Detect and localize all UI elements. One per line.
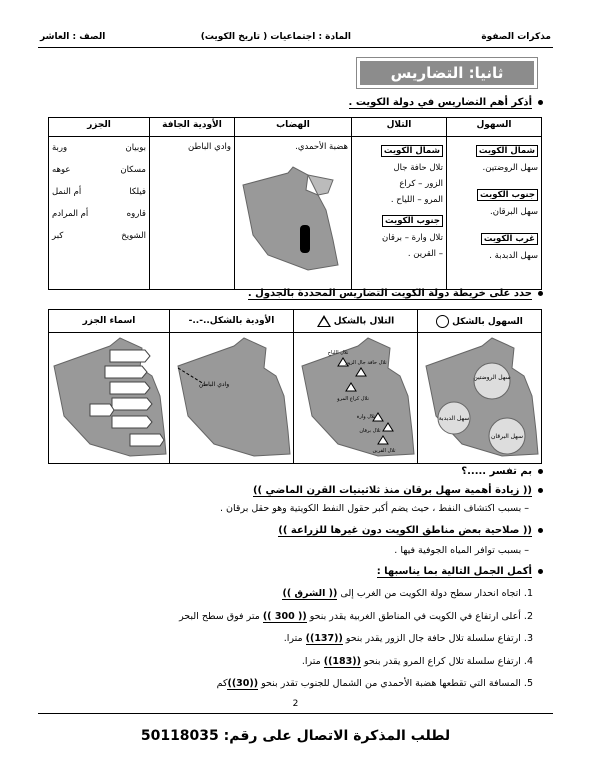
map-col-valleys: الأودية بالشكل..-..- (170, 310, 294, 333)
col-valleys: الأودية الجافة (150, 118, 235, 137)
island-row: الشويخ كبر (52, 231, 146, 241)
col-hills: التلال (352, 118, 447, 137)
header-divider (38, 47, 553, 48)
question-4: أكمل الجمل التالية بما يناسبها : (377, 566, 543, 577)
plain-label: سهل الروضتين (473, 373, 511, 381)
hill-label: تلال كراع المرو (337, 395, 369, 402)
plateau-name: هضبة الأحمدي. (295, 142, 348, 152)
hills-map (298, 336, 416, 458)
explain-1-title: (( زيادة أهمية سهل برقان منذ ثلاثينيات القرن الماضي )) (253, 485, 543, 496)
hill-label: تلال حافة جال الزور (345, 359, 387, 366)
triangle-symbol-icon (317, 315, 331, 327)
plateau-map (238, 165, 342, 275)
island-row: فيلكا أم النمل (52, 187, 146, 197)
hill-label: تلال وارة (356, 413, 376, 420)
plains-map-cell (418, 333, 542, 464)
header-subject: المادة : اجتماعيات ( تاريخ الكويت) (200, 32, 351, 42)
explain-2-title: (( صلاحية بعض مناطق الكويت دون غيرها للزراعة )) (278, 525, 543, 536)
island-row: بوبيان وربة (52, 143, 146, 153)
islands-map-cell (49, 333, 170, 464)
hill-label: تلال برقان (359, 427, 381, 434)
map-col-islands: اسماء الجزر (49, 310, 170, 333)
plains-cell: شمال الكويت سهل الروضتين. جنوب الكويت سهل البرقان. غرب الكويت سهل الدبدبة . (447, 137, 542, 290)
terrain-table (48, 117, 542, 290)
plateau-marker (300, 225, 310, 253)
valleys-map-cell (170, 333, 294, 464)
valleys-map (174, 336, 292, 458)
footer-divider (38, 713, 553, 714)
hills-map-cell (294, 333, 418, 464)
map-table (48, 309, 542, 464)
plains-map (422, 336, 540, 458)
sentence-4: 4. ارتفاع سلسلة تلال كراع المرو يقدر بنحو ((183)) مترا. (301, 656, 533, 667)
explain-1-answer: – بسبب اكتشاف النفط ، حيث يضم أكبر حقول النفط الكويتية وهو حقل برقان . (220, 503, 529, 514)
col-plains: السهول (447, 118, 542, 137)
section-banner: ثانيا: التضاريس (356, 57, 538, 89)
valleys-cell: وادي الباطن (150, 137, 235, 290)
col-plateau: الهضاب (235, 118, 352, 137)
hill-label: تلال القرين (372, 447, 396, 454)
col-islands: الجزر (49, 118, 150, 137)
islands-cell (49, 137, 150, 290)
page-header (40, 32, 551, 46)
hills-cell: شمال الكويت تلال حافة جال الزور – كراع المرو – اللياح . جنوب الكويت تلال وارة – برقان – القرين . (352, 137, 447, 290)
valley-label: وادي الباطن (198, 380, 230, 388)
circle-symbol-icon (436, 315, 449, 328)
island-row: قاروه أم المرادم (52, 209, 146, 219)
map-col-plains: السهول بالشكل (418, 310, 542, 333)
question-2: حدد على خريطة دولة الكويت التضاريس المحددة بالجدول . (248, 288, 543, 299)
island-row: مسكان عوهه (52, 165, 146, 175)
header-grade: الصف : العاشر (40, 32, 106, 42)
question-3: بم تفسر .....؟ (461, 466, 543, 477)
plain-label: سهل الدبدبة (438, 414, 470, 422)
page-number: 2 (292, 699, 299, 709)
plateau-cell (235, 137, 352, 290)
islands-map (50, 336, 168, 458)
footer-contact: لطلب المذكرة الاتصال على رقم: 50118035 (140, 728, 451, 744)
sentence-3: 3. ارتفاع سلسلة تلال حافة جال الزور يقدر بنحو ((137)) مترا. (283, 633, 533, 644)
question-1: أذكر أهم التضاريس في دولة الكويت . (349, 97, 543, 108)
map-col-hills: التلال بالشكل (294, 310, 418, 333)
sentence-1: 1. اتجاه انحدار سطح دولة الكويت من الغرب إلى (( الشرق )) (282, 588, 533, 599)
sentence-5: 5. المسافة التي تقطعها هضبة الأحمدي من الشمال للجنوب تقدر بنحو ((30))كم (216, 678, 533, 689)
sentence-2: 2. أعلى ارتفاع في الكويت في المناطق الغربية يقدر بنحو (( 300 )) متر فوق سطح البحر (179, 611, 533, 622)
hill-label: تلال اللياح (327, 349, 349, 356)
explain-2-answer: – بسبب توافر المياه الجوفية فيها . (394, 545, 529, 556)
header-book-title: مذكرات الصفوة (481, 32, 551, 42)
plain-label: سهل البرقان (491, 432, 523, 440)
